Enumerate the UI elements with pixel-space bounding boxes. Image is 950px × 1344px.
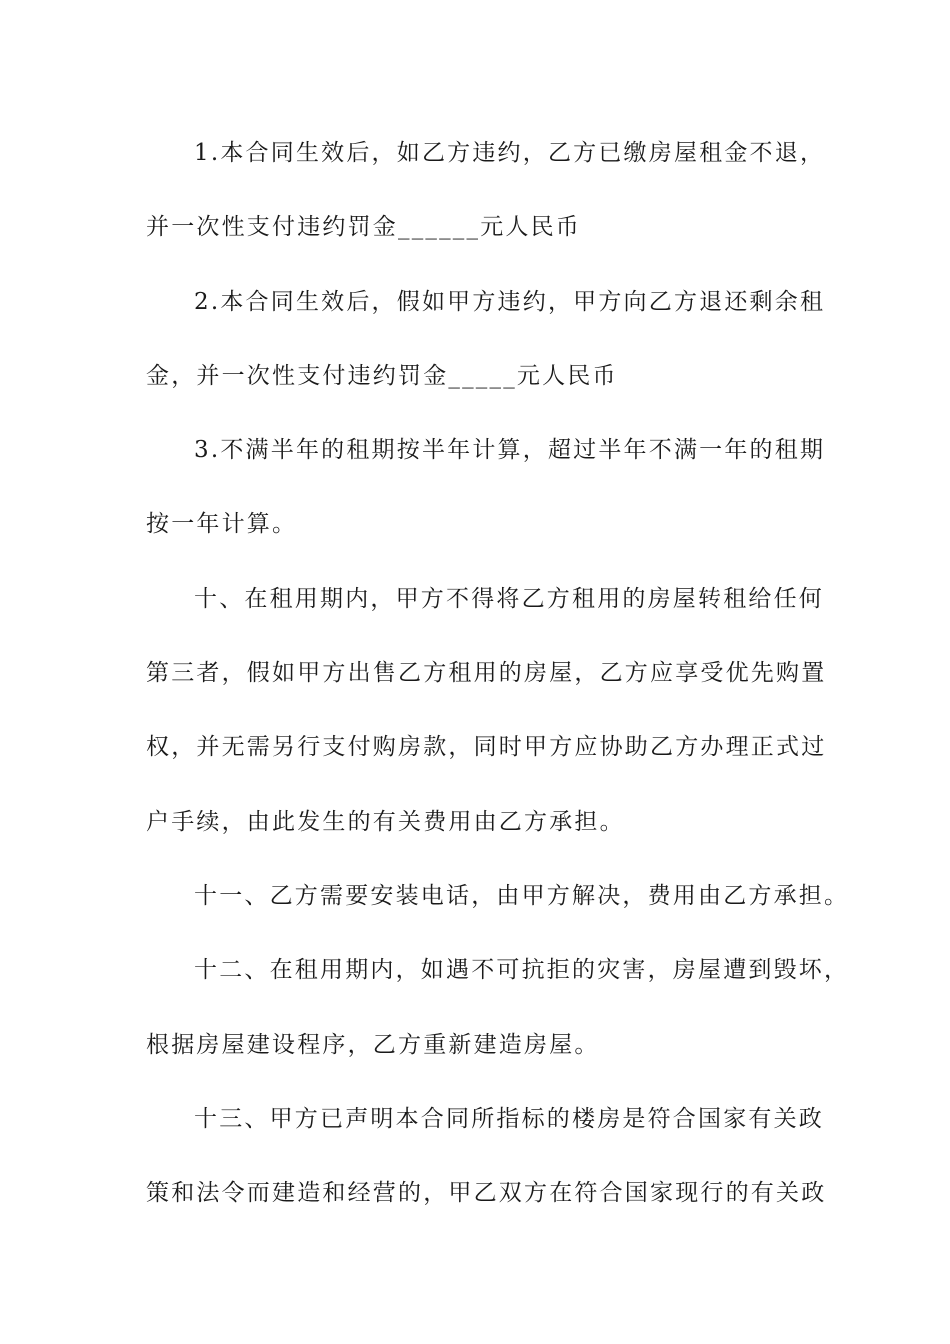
clause-9-3-line-1: 3.不满半年的租期按半年计算，超过半年不满一年的租期: [194, 437, 826, 463]
clause-9-2-line-2: 金，并一次性支付违约罚金_____元人民币: [146, 363, 618, 389]
clause-9-3-line-2: 按一年计算。: [146, 511, 298, 537]
clause-10-line-1: 十、在租用期内，甲方不得将乙方租用的房屋转租给任何: [194, 586, 824, 612]
clause-12-line-1: 十二、在租用期内，如遇不可抗拒的灾害，房屋遭到毁坏，: [194, 957, 850, 983]
clause-9-1-line-1: 1.本合同生效后，如乙方违约，乙方已缴房屋租金不退，: [194, 140, 826, 166]
clause-10-line-4: 户手续，由此发生的有关费用由乙方承担。: [146, 809, 625, 835]
clause-9-1-line-2: 并一次性支付违约罚金______元人民币: [146, 214, 581, 240]
clause-10-line-3: 权，并无需另行支付购房款，同时甲方应协助乙方办理正式过: [146, 734, 827, 760]
clause-9-2-line-1: 2.本合同生效后，假如甲方违约，甲方向乙方退还剩余租: [194, 289, 826, 315]
clause-13-line-2: 策和法令而建造和经营的，甲乙双方在符合国家现行的有关政: [146, 1180, 827, 1206]
clause-12-line-2: 根据房屋建设程序，乙方重新建造房屋。: [146, 1032, 600, 1058]
clause-11-line-1: 十一、乙方需要安装电话，由甲方解决，费用由乙方承担。: [194, 883, 850, 909]
clause-10-line-2: 第三者，假如甲方出售乙方租用的房屋，乙方应享受优先购置: [146, 660, 827, 686]
clause-13-line-1: 十三、甲方已声明本合同所指标的楼房是符合国家有关政: [194, 1106, 824, 1132]
